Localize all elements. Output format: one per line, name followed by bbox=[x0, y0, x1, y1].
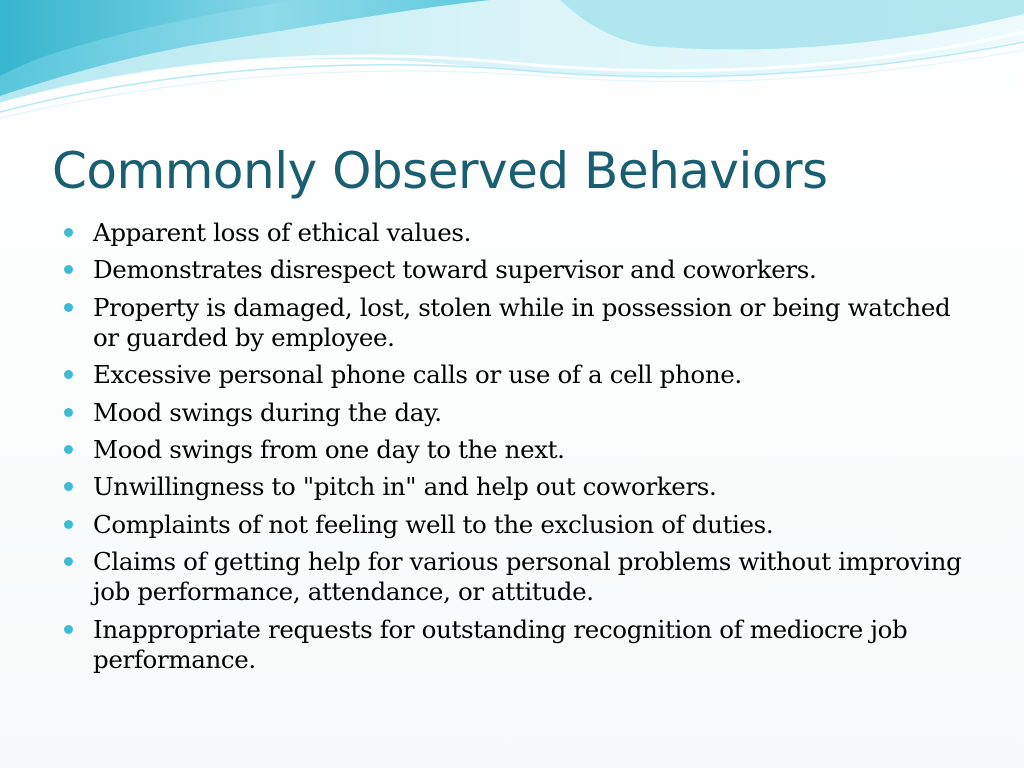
bullet-list bbox=[62, 218, 962, 682]
list-item bbox=[62, 360, 962, 390]
list-item-text: Inappropriate requests for outstanding recognition of mediocre job performance. bbox=[93, 614, 908, 674]
bullet-icon bbox=[64, 625, 73, 634]
list-item bbox=[62, 293, 962, 353]
bullet-icon bbox=[64, 557, 73, 566]
bullet-icon bbox=[64, 228, 73, 237]
list-item bbox=[62, 218, 962, 248]
list-item bbox=[62, 398, 962, 428]
list-item bbox=[62, 510, 962, 540]
bullet-icon bbox=[64, 265, 73, 274]
list-item bbox=[62, 435, 962, 465]
bullet-icon bbox=[64, 408, 73, 417]
list-item bbox=[62, 472, 962, 502]
list-item-text: Apparent loss of ethical values. bbox=[93, 218, 472, 247]
list-item-text: Mood swings from one day to the next. bbox=[93, 434, 565, 464]
bullet-icon bbox=[64, 520, 73, 529]
list-item-text: Mood swings during the day. bbox=[93, 397, 442, 427]
bullet-icon bbox=[64, 482, 73, 491]
bullet-icon bbox=[64, 303, 73, 312]
list-item-text: Complaints of not feeling well to the exclusion of duties. bbox=[93, 509, 774, 539]
list-item bbox=[62, 547, 962, 607]
list-item-text: Property is damaged, lost, stolen while in possession or being watched or guarded by employee. bbox=[93, 292, 951, 352]
bullet-icon bbox=[64, 370, 73, 379]
list-item-text: Excessive personal phone calls or use of a cell phone. bbox=[93, 360, 742, 390]
list-item-text: Demonstrates disrespect toward supervisor and coworkers. bbox=[93, 255, 817, 285]
list-item bbox=[62, 255, 962, 285]
list-item-text: Claims of getting help for various personal problems without improving job performance, attendance, or attitude. bbox=[93, 547, 962, 607]
wave-header-decoration bbox=[0, 0, 1024, 130]
bullet-icon bbox=[64, 445, 73, 454]
list-item-text: Unwillingness to "pitch in" and help out coworkers. bbox=[93, 472, 717, 502]
slide-title: Commonly Observed Behaviors bbox=[52, 142, 828, 200]
list-item bbox=[62, 615, 962, 675]
